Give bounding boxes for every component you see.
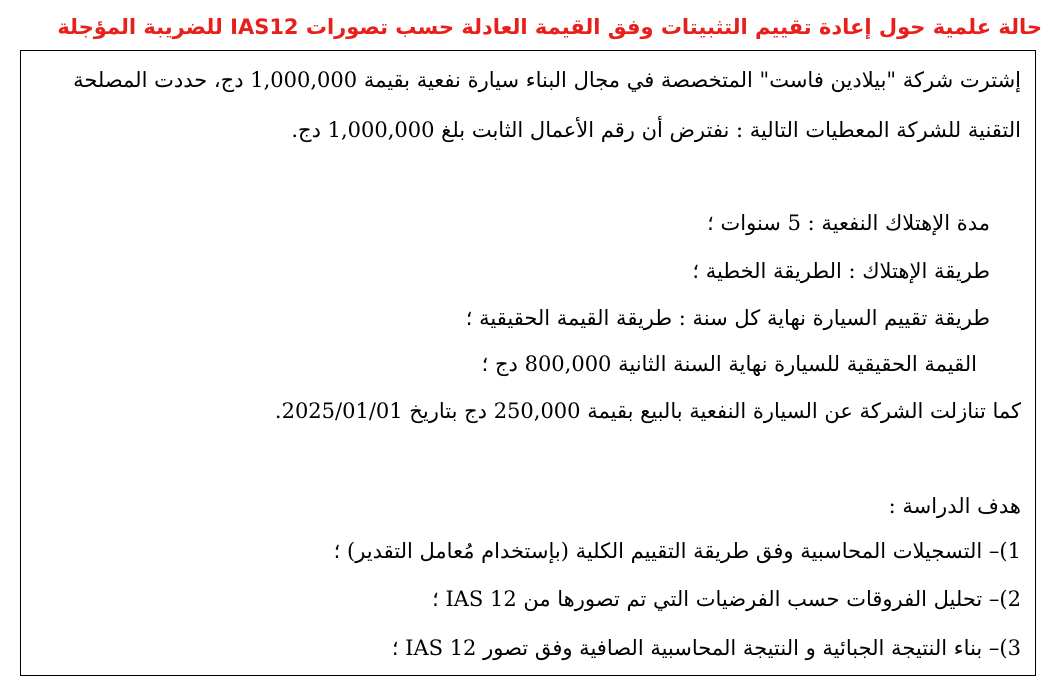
data-item-depreciation-method: طريقة الإهتلاك : الطريقة الخطية ؛ (692, 259, 990, 283)
intro-line-1: إشترت شركة "بيلادين فاست" المتخصصة في مجال البناء سيارة نفعية بقيمة 1,000,000 دج، حددت المصلحة (73, 68, 1021, 92)
data-item-fair-value: القيمة الحقيقية للسيارة نهاية السنة الثانية 800,000 دج ؛ (481, 352, 977, 376)
document-title: حالة علمية حول إعادة تقييم التثبيتات وفق القيمة العادلة حسب تصورات IAS12 للضريبة المؤجلة (57, 15, 1042, 39)
objective-item-2: 2)– تحليل الفروقات حسب الفرضيات التي تم تصورها من IAS 12 ؛ (432, 587, 1021, 611)
intro-line-2: التقنية للشركة المعطيات التالية : نفترض أن رقم الأعمال الثابت بلغ 1,000,000 دج. (291, 118, 1021, 142)
case-study-box (20, 50, 1036, 676)
objective-heading: هدف الدراسة : (888, 494, 1021, 518)
data-item-depreciation-period: مدة الإهتلاك النفعية : 5 سنوات ؛ (707, 211, 990, 235)
disposal-line: كما تنازلت الشركة عن السيارة النفعية بالبيع بقيمة 250,000 دج بتاريخ 2025/01/01. (274, 399, 1021, 423)
objective-item-3: 3)– بناء النتيجة الجبائية و النتيجة المحاسبية الصافية وفق تصور IAS 12 ؛ (391, 636, 1021, 660)
data-item-valuation-method: طريقة تقييم السيارة نهاية كل سنة : طريقة القيمة الحقيقية ؛ (465, 306, 990, 330)
objective-item-1: 1)– التسجيلات المحاسبية وفق طريقة التقييم الكلية (بإستخدام مُعامل التقدير) ؛ (333, 539, 1021, 563)
